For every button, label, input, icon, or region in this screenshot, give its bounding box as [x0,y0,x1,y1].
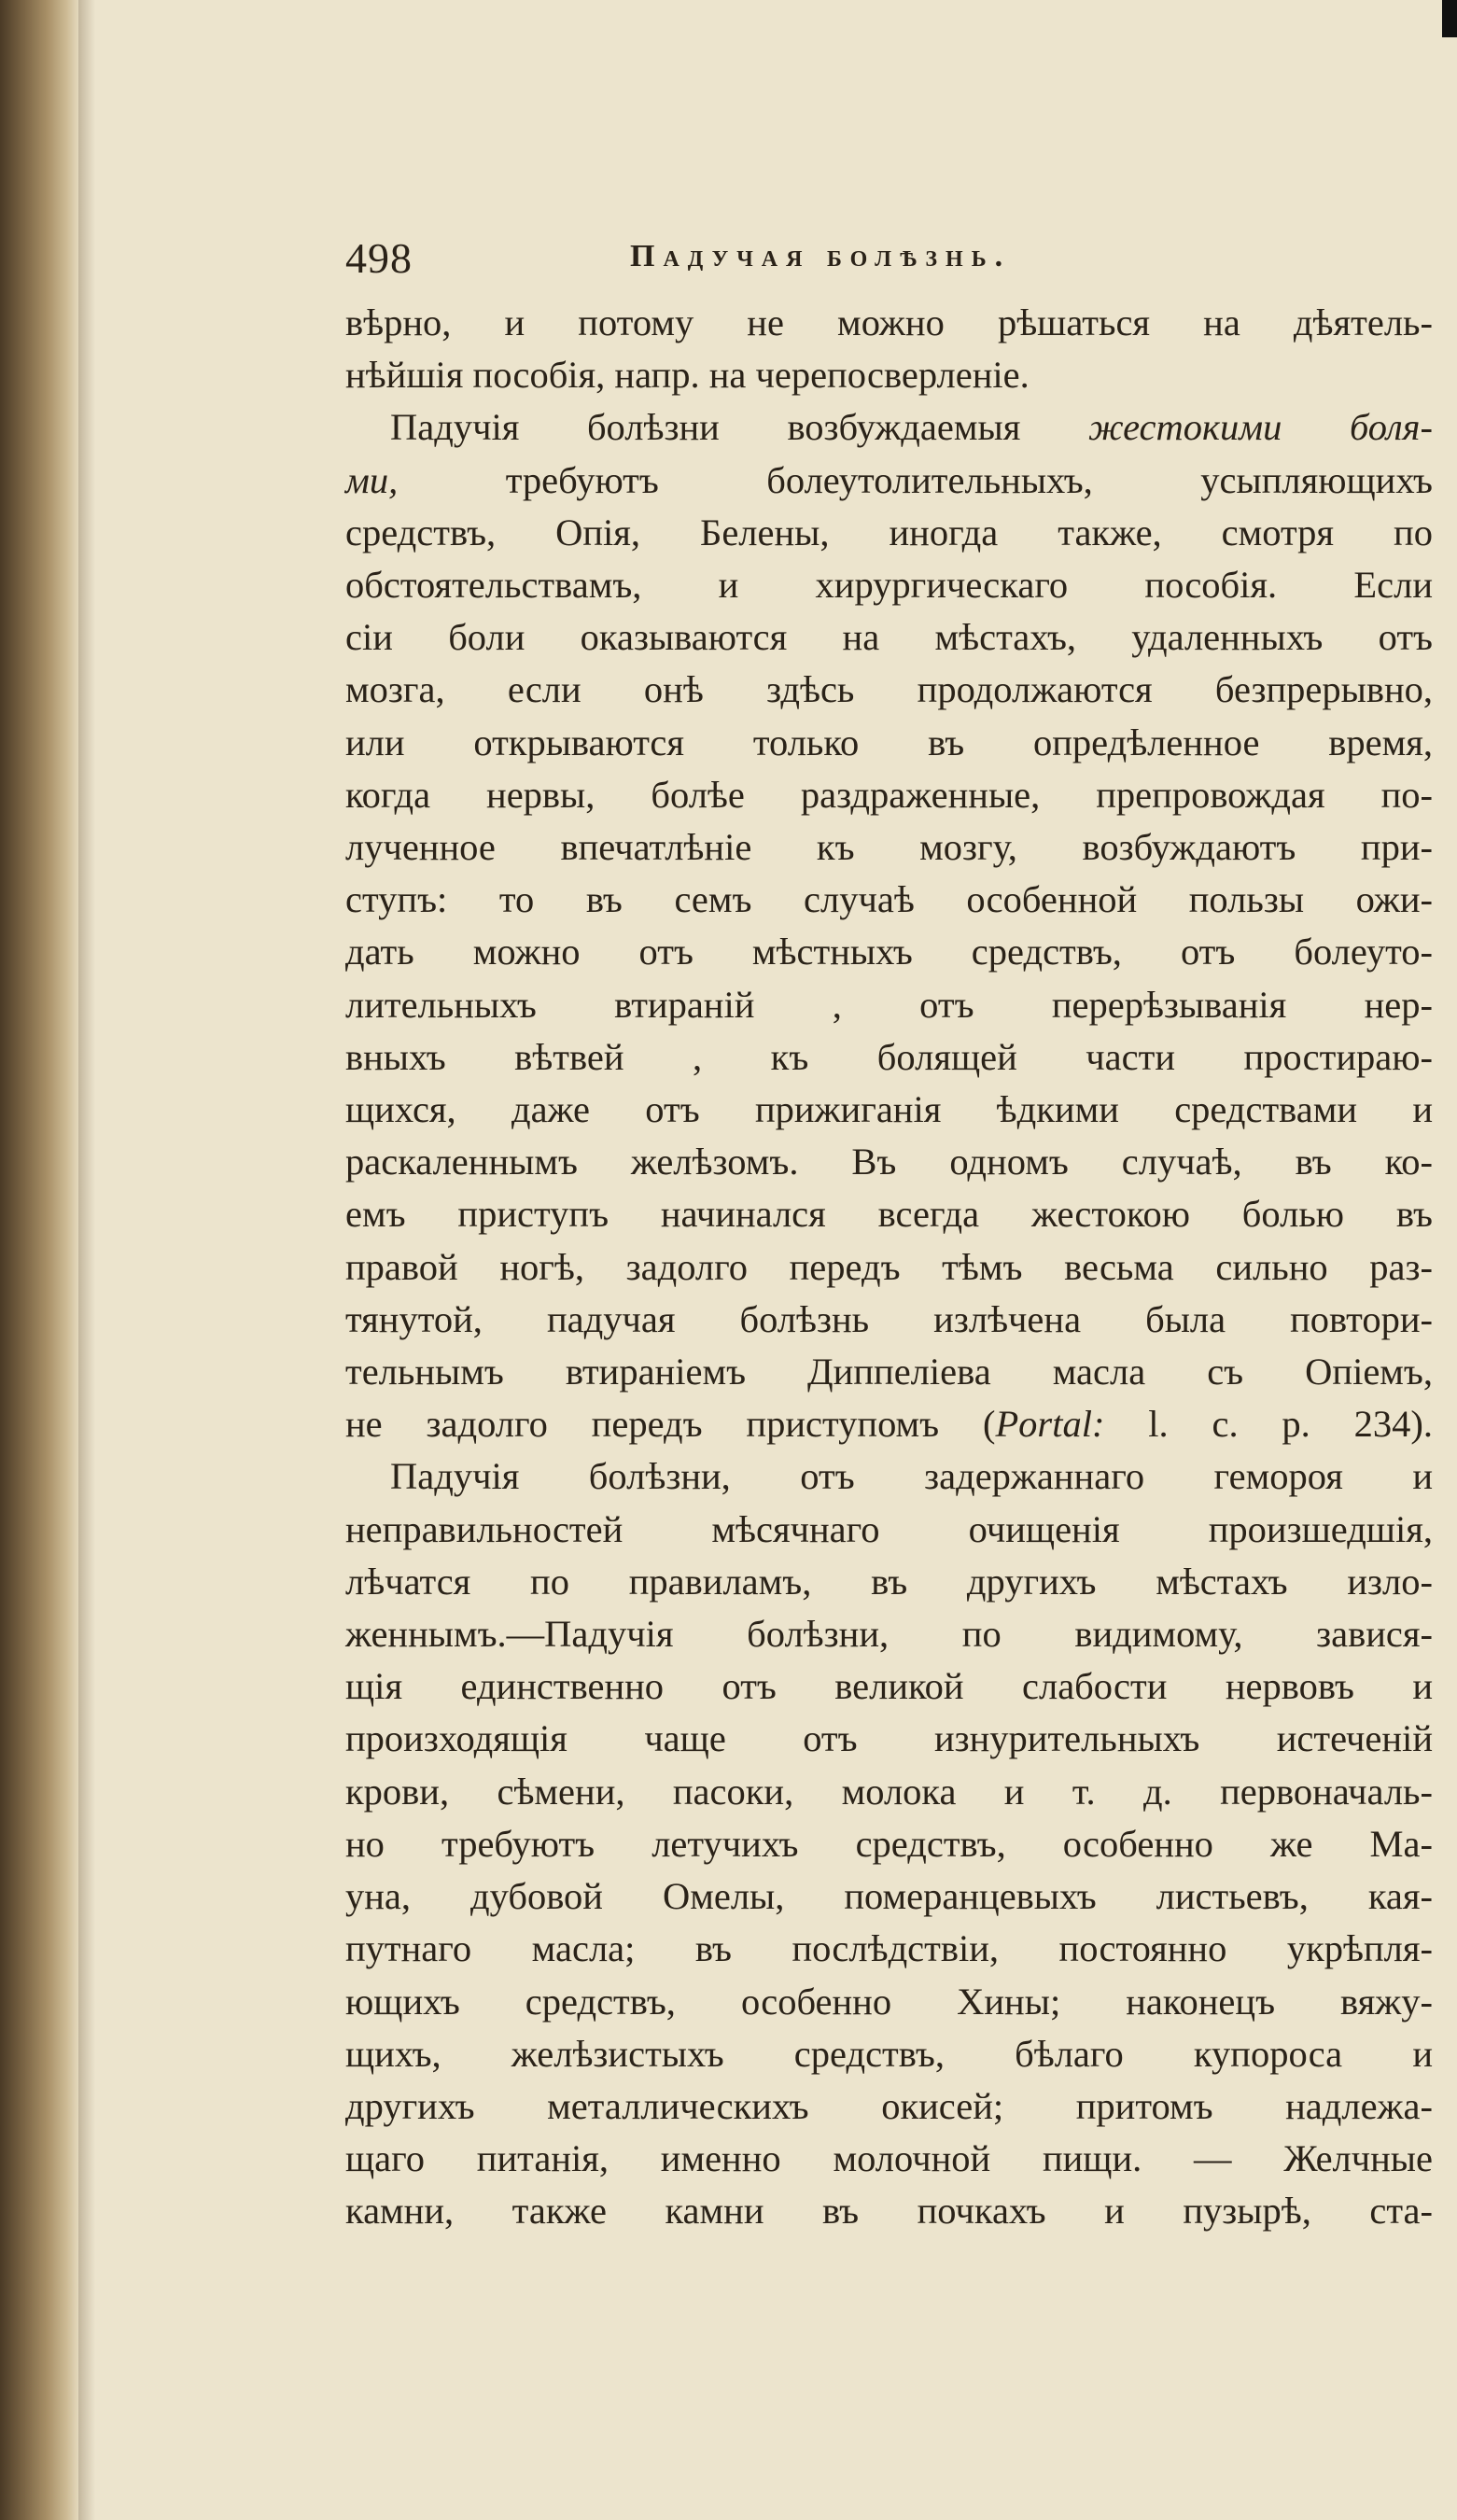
text-line: тянутой, падучая болѣзнь излѣчена была повтори- [345,1297,1433,1340]
italic-text: Portal: [995,1403,1105,1446]
italic-text: ми, [345,458,399,501]
text-line: раскаленнымъ желѣзомъ. Въ одномъ случаѣ, въ ко- [345,1141,1433,1183]
scan-edge-mark [1442,0,1457,37]
body-text [345,297,1433,2238]
text-line: щихъ, желѣзистыхъ средствъ, бѣлаго купороса и [345,2032,1433,2075]
text-line: неправильностей мѣсячнаго очищенія произшедшія, [345,1507,1433,1550]
text-line: емъ приступъ начинался всегда жестокою болью въ [345,1193,1433,1236]
text-line: произходящія чаще отъ изнурительныхъ истеченій [345,1717,1433,1760]
text-line: дать можно отъ мѣстныхъ средствъ, отъ болеуто- [345,931,1433,973]
text-line: вныхъ вѣтвей , къ болящей части простираю- [345,1035,1433,1078]
text-line: уна, дубовой Омелы, померанцевыхъ листьевъ, кая- [345,1875,1433,1918]
book-spine-shadow [0,0,78,2520]
text-line: правой ногѣ, задолго передъ тѣмъ весьма сильно раз- [345,1245,1433,1288]
text-line: щихся, даже отъ прижиганія ѣдкими средствами и [345,1088,1433,1131]
text-line: щія единственно отъ великой слабости нервовъ и [345,1665,1433,1708]
text-line: другихъ металлическихъ окисей; притомъ надлежа- [345,2084,1433,2127]
text-line: мозга, если онѣ здѣсь продолжаются безпрерывно, [345,668,1433,711]
text-line: крови, сѣмени, пасоки, молока и т. д. первоначаль- [345,1770,1433,1813]
text-line: щаго питанія, именно молочной пищи. — Желчные [345,2137,1433,2180]
italic-text: жестокими боля- [1087,406,1433,449]
page-number: 498 [345,234,413,282]
running-head [345,233,1437,297]
text-line: лученное впечатлѣніе къ мозгу, возбуждаютъ при- [345,826,1433,869]
text-line: тельнымъ втираніемъ Диппеліева масла съ Опіемъ, [345,1351,1433,1393]
text-line: Падучія болѣзни, отъ задержаннаго гемороя и [390,1455,1433,1498]
text-line: ми, требуютъ болеутолительныхъ, усыпляющихъ [345,458,1433,501]
text-line: ющихъ средствъ, особенно Хины; наконецъ вяжу- [345,1980,1433,2023]
running-title: Падучая болѣзнь. [630,239,1012,273]
text-line: вѣрно, и потому не можно рѣшаться на дѣятель- [345,301,1433,343]
book-page [345,233,1437,2238]
text-line: не задолго передъ приступомъ (Portal: l. c. p. 234). [345,1403,1433,1446]
text-line: обстоятельствамъ, и хирургическаго пособія. Если [345,564,1433,607]
text-line: ступъ: то въ семъ случаѣ особенной пользы ожи- [345,878,1433,921]
text-line: лѣчатся по правиламъ, въ другихъ мѣстахъ изло- [345,1560,1433,1603]
text-line: лительныхъ втираній , отъ перерѣзыванія нер- [345,983,1433,1026]
text-line: нѣйшія пособія, напр. на черепосверленіе. [345,354,1030,397]
text-line: когда нервы, болѣе раздраженные, препровождая по- [345,773,1433,816]
text-line: камни, также камни въ почкахъ и пузырѣ, ста- [345,2190,1433,2233]
text-line: средствъ, Опія, Белены, иногда также, смотря по [345,511,1433,553]
text-line: Падучія болѣзни возбуждаемыя жестокими боля- [390,406,1433,449]
text-line: путнаго масла; въ послѣдствіи, постоянно укрѣпля- [345,1927,1433,1970]
text-line: но требуютъ летучихъ средствъ, особенно же Ма- [345,1822,1433,1865]
gutter-shadow [78,0,95,2520]
text-line: сіи боли оказываются на мѣстахъ, удаленныхъ отъ [345,616,1433,659]
text-line: женнымъ.—Падучія болѣзни, по видимому, завися- [345,1613,1433,1656]
text-line: или открываются только въ опредѣленное время, [345,721,1433,763]
